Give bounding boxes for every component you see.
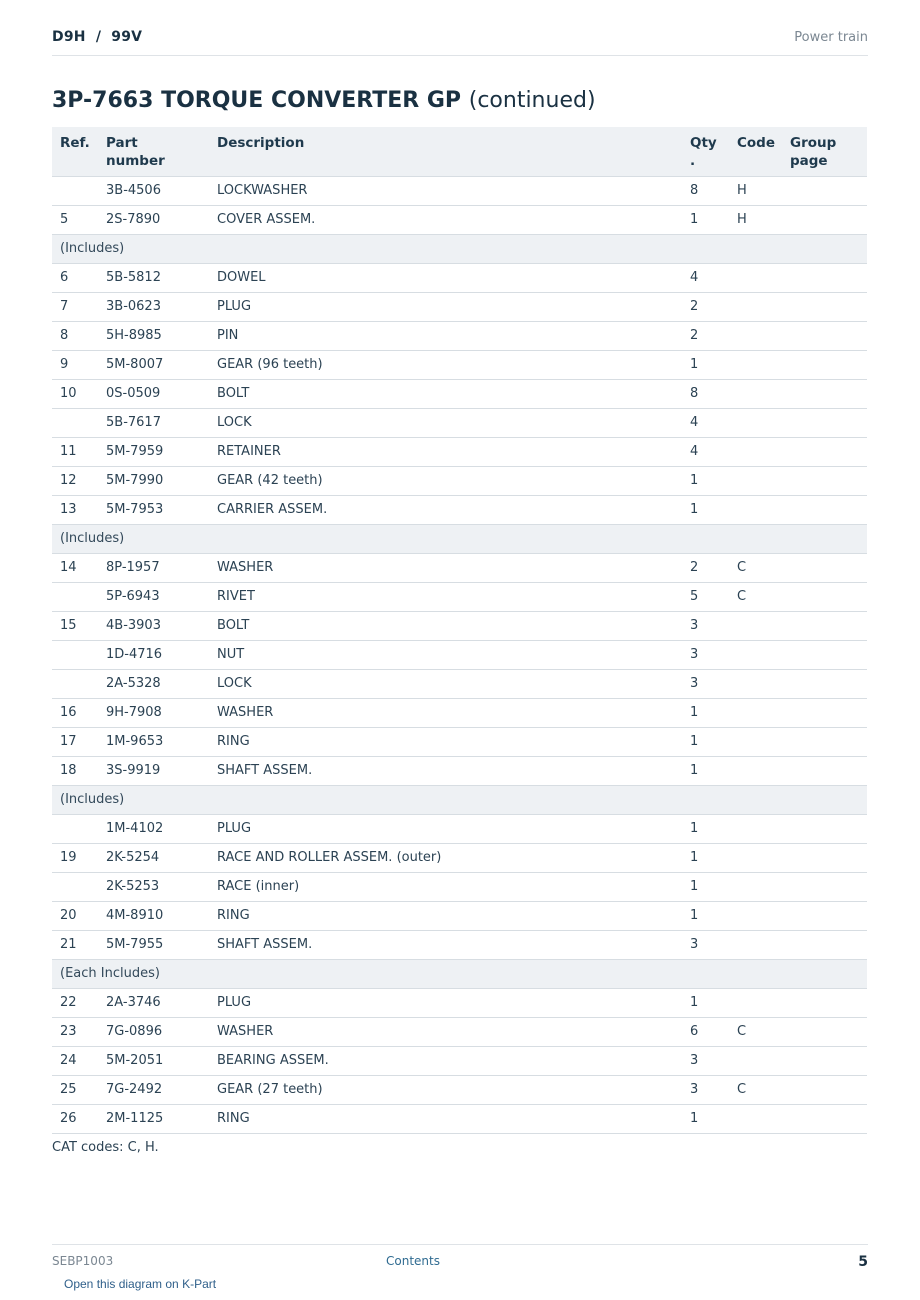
cell-ref: 11	[52, 437, 98, 466]
table-note-row	[52, 234, 867, 263]
cell-part-number: 2M-1125	[98, 1104, 209, 1133]
cell-part-number: 2K-5253	[98, 872, 209, 901]
cell-ref: 20	[52, 901, 98, 930]
cell-description: SHAFT ASSEM.	[209, 930, 682, 959]
cell-code	[729, 814, 782, 843]
cell-part-number: 3B-4506	[98, 176, 209, 205]
cell-group-page	[782, 379, 867, 408]
cell-ref: 13	[52, 495, 98, 524]
cell-ref: 6	[52, 263, 98, 292]
cell-ref: 22	[52, 988, 98, 1017]
cell-code	[729, 756, 782, 785]
cell-description: NUT	[209, 640, 682, 669]
cell-description: SHAFT ASSEM.	[209, 756, 682, 785]
table-row	[52, 698, 867, 727]
title-suffix: (continued)	[468, 88, 596, 113]
note-text: (Includes)	[52, 785, 867, 814]
cell-qty: 2	[682, 321, 729, 350]
table-row	[52, 727, 867, 756]
cell-code	[729, 350, 782, 379]
table-row	[52, 988, 867, 1017]
table-row	[52, 1017, 867, 1046]
cell-ref	[52, 582, 98, 611]
note-text: (Each Includes)	[52, 959, 867, 988]
cell-group-page	[782, 698, 867, 727]
table-row	[52, 466, 867, 495]
cell-description: COVER ASSEM.	[209, 205, 682, 234]
cell-group-page	[782, 1104, 867, 1133]
cell-description: WASHER	[209, 553, 682, 582]
cell-part-number: 1M-9653	[98, 727, 209, 756]
note-text: (Includes)	[52, 234, 867, 263]
cell-part-number: 9H-7908	[98, 698, 209, 727]
cell-qty: 1	[682, 727, 729, 756]
table-row	[52, 756, 867, 785]
cell-code	[729, 495, 782, 524]
cell-group-page	[782, 843, 867, 872]
cell-ref: 18	[52, 756, 98, 785]
cell-ref	[52, 872, 98, 901]
cell-group-page	[782, 1075, 867, 1104]
cell-group-page	[782, 495, 867, 524]
table-note-row	[52, 524, 867, 553]
cell-group-page	[782, 321, 867, 350]
cell-code	[729, 669, 782, 698]
cell-description: RING	[209, 901, 682, 930]
cell-qty: 1	[682, 495, 729, 524]
column-header-code: Code	[729, 127, 782, 176]
table-row	[52, 350, 867, 379]
cell-qty: 2	[682, 553, 729, 582]
cell-group-page	[782, 1046, 867, 1075]
cell-ref: 7	[52, 292, 98, 321]
cell-description: RACE (inner)	[209, 872, 682, 901]
cell-group-page	[782, 611, 867, 640]
column-header-ref: Ref.	[52, 127, 98, 176]
section-name: Power train	[794, 30, 868, 45]
cell-code	[729, 437, 782, 466]
cell-ref: 24	[52, 1046, 98, 1075]
cell-qty: 2	[682, 292, 729, 321]
cell-part-number: 4B-3903	[98, 611, 209, 640]
cell-qty: 1	[682, 350, 729, 379]
cell-qty: 8	[682, 176, 729, 205]
cell-group-page	[782, 553, 867, 582]
cell-ref: 25	[52, 1075, 98, 1104]
column-header-qty: Qty .	[682, 127, 729, 176]
cell-description: GEAR (27 teeth)	[209, 1075, 682, 1104]
cell-code	[729, 640, 782, 669]
cell-ref: 16	[52, 698, 98, 727]
table-row	[52, 321, 867, 350]
cell-group-page	[782, 640, 867, 669]
cell-code	[729, 988, 782, 1017]
cell-ref: 15	[52, 611, 98, 640]
cell-code	[729, 843, 782, 872]
cell-code: C	[729, 1017, 782, 1046]
cell-ref: 12	[52, 466, 98, 495]
cell-qty: 6	[682, 1017, 729, 1046]
cell-ref: 17	[52, 727, 98, 756]
table-row	[52, 176, 867, 205]
cell-part-number: 5M-7953	[98, 495, 209, 524]
parts-table-body	[52, 176, 867, 1133]
cell-code	[729, 698, 782, 727]
cell-part-number: 5M-2051	[98, 1046, 209, 1075]
table-row	[52, 901, 867, 930]
cell-group-page	[782, 408, 867, 437]
cell-part-number: 3B-0623	[98, 292, 209, 321]
cell-ref: 23	[52, 1017, 98, 1046]
cell-qty: 3	[682, 1075, 729, 1104]
cell-part-number: 0S-0509	[98, 379, 209, 408]
cell-description: RIVET	[209, 582, 682, 611]
cell-qty: 1	[682, 466, 729, 495]
table-row	[52, 814, 867, 843]
cell-qty: 1	[682, 872, 729, 901]
cell-description: LOCKWASHER	[209, 176, 682, 205]
cell-part-number: 8P-1957	[98, 553, 209, 582]
document-id: SEBP1003	[52, 1254, 114, 1268]
note-text: (Includes)	[52, 524, 867, 553]
table-row	[52, 843, 867, 872]
cell-description: DOWEL	[209, 263, 682, 292]
cell-ref: 8	[52, 321, 98, 350]
table-row	[52, 495, 867, 524]
table-row	[52, 582, 867, 611]
cell-group-page	[782, 930, 867, 959]
cell-code	[729, 263, 782, 292]
cell-description: BOLT	[209, 379, 682, 408]
kpart-link[interactable]: Open this diagram on K-Part	[64, 1277, 217, 1291]
page-title	[52, 88, 596, 113]
table-row	[52, 1104, 867, 1133]
page-footer	[52, 1244, 868, 1295]
cell-ref	[52, 669, 98, 698]
cell-code	[729, 872, 782, 901]
cell-code	[729, 901, 782, 930]
machine-model: D9H / 99V	[52, 29, 143, 45]
table-row	[52, 553, 867, 582]
cell-group-page	[782, 872, 867, 901]
cell-code: C	[729, 1075, 782, 1104]
cell-ref: 21	[52, 930, 98, 959]
cell-qty: 4	[682, 263, 729, 292]
column-header-part-number: Part number	[98, 127, 209, 176]
cell-qty: 3	[682, 930, 729, 959]
cell-part-number: 2S-7890	[98, 205, 209, 234]
column-header-description: Description	[209, 127, 682, 176]
table-row	[52, 669, 867, 698]
cell-ref: 19	[52, 843, 98, 872]
cell-ref	[52, 640, 98, 669]
table-row	[52, 205, 867, 234]
cell-group-page	[782, 205, 867, 234]
cell-part-number: 4M-8910	[98, 901, 209, 930]
cell-ref	[52, 814, 98, 843]
cell-ref: 9	[52, 350, 98, 379]
cell-description: BOLT	[209, 611, 682, 640]
cell-part-number: 5B-7617	[98, 408, 209, 437]
table-row	[52, 263, 867, 292]
table-row	[52, 1075, 867, 1104]
table-row	[52, 408, 867, 437]
parts-table	[52, 127, 867, 1134]
cell-code	[729, 611, 782, 640]
table-row	[52, 437, 867, 466]
cell-qty: 1	[682, 756, 729, 785]
title-main: 3P-7663 TORQUE CONVERTER GP	[52, 88, 462, 113]
cell-description: WASHER	[209, 1017, 682, 1046]
cell-part-number: 1M-4102	[98, 814, 209, 843]
cell-part-number: 2A-3746	[98, 988, 209, 1017]
cell-code: C	[729, 553, 782, 582]
cell-code	[729, 1104, 782, 1133]
cell-qty: 8	[682, 379, 729, 408]
cell-qty: 4	[682, 437, 729, 466]
cell-description: RING	[209, 1104, 682, 1133]
cell-code	[729, 379, 782, 408]
table-row	[52, 930, 867, 959]
cell-description: BEARING ASSEM.	[209, 1046, 682, 1075]
cell-group-page	[782, 756, 867, 785]
cell-group-page	[782, 263, 867, 292]
cell-qty: 1	[682, 814, 729, 843]
cell-qty: 1	[682, 901, 729, 930]
table-note-row	[52, 959, 867, 988]
table-header-row	[52, 127, 867, 176]
cell-code	[729, 321, 782, 350]
cell-ref: 10	[52, 379, 98, 408]
cell-group-page	[782, 437, 867, 466]
cell-code	[729, 1046, 782, 1075]
cell-part-number: 7G-0896	[98, 1017, 209, 1046]
cell-group-page	[782, 292, 867, 321]
cell-qty: 5	[682, 582, 729, 611]
cell-code: H	[729, 176, 782, 205]
cell-ref: 14	[52, 553, 98, 582]
cell-code: H	[729, 205, 782, 234]
page-header	[52, 0, 868, 56]
cell-code	[729, 727, 782, 756]
cell-qty: 1	[682, 205, 729, 234]
cell-description: LOCK	[209, 408, 682, 437]
cell-qty: 3	[682, 669, 729, 698]
cat-codes-footnote: CAT codes: C, H.	[52, 1140, 159, 1155]
contents-link[interactable]: Contents	[386, 1254, 440, 1268]
table-row	[52, 611, 867, 640]
cell-part-number: 5H-8985	[98, 321, 209, 350]
cell-description: CARRIER ASSEM.	[209, 495, 682, 524]
cell-part-number: 1D-4716	[98, 640, 209, 669]
cell-ref	[52, 408, 98, 437]
cell-code	[729, 466, 782, 495]
cell-code	[729, 408, 782, 437]
cell-group-page	[782, 350, 867, 379]
page-number: 5	[858, 1254, 868, 1270]
cell-group-page	[782, 901, 867, 930]
cell-group-page	[782, 176, 867, 205]
cell-description: PLUG	[209, 814, 682, 843]
cell-description: GEAR (96 teeth)	[209, 350, 682, 379]
cell-part-number: 5P-6943	[98, 582, 209, 611]
table-note-row	[52, 785, 867, 814]
table-row	[52, 379, 867, 408]
cell-group-page	[782, 988, 867, 1017]
cell-part-number: 5B-5812	[98, 263, 209, 292]
cell-group-page	[782, 814, 867, 843]
column-header-group-page: Group page	[782, 127, 867, 176]
cell-part-number: 5M-7990	[98, 466, 209, 495]
cell-description: RACE AND ROLLER ASSEM. (outer)	[209, 843, 682, 872]
cell-description: RETAINER	[209, 437, 682, 466]
cell-code: C	[729, 582, 782, 611]
cell-qty: 1	[682, 988, 729, 1017]
cell-qty: 1	[682, 698, 729, 727]
cell-description: LOCK	[209, 669, 682, 698]
table-row	[52, 292, 867, 321]
cell-part-number: 2A-5328	[98, 669, 209, 698]
cell-group-page	[782, 727, 867, 756]
cell-part-number: 2K-5254	[98, 843, 209, 872]
cell-group-page	[782, 1017, 867, 1046]
cell-description: RING	[209, 727, 682, 756]
cell-description: PIN	[209, 321, 682, 350]
cell-description: PLUG	[209, 292, 682, 321]
cell-part-number: 7G-2492	[98, 1075, 209, 1104]
cell-code	[729, 292, 782, 321]
table-row	[52, 1046, 867, 1075]
cell-part-number: 5M-7955	[98, 930, 209, 959]
cell-qty: 3	[682, 1046, 729, 1075]
cell-qty: 1	[682, 843, 729, 872]
cell-group-page	[782, 669, 867, 698]
cell-part-number: 5M-8007	[98, 350, 209, 379]
cell-qty: 3	[682, 611, 729, 640]
table-row	[52, 872, 867, 901]
cell-qty: 1	[682, 1104, 729, 1133]
table-row	[52, 640, 867, 669]
cell-part-number: 5M-7959	[98, 437, 209, 466]
cell-ref	[52, 176, 98, 205]
cell-description: GEAR (42 teeth)	[209, 466, 682, 495]
cell-description: WASHER	[209, 698, 682, 727]
cell-qty: 4	[682, 408, 729, 437]
cell-code	[729, 930, 782, 959]
cell-group-page	[782, 582, 867, 611]
cell-qty: 3	[682, 640, 729, 669]
cell-part-number: 3S-9919	[98, 756, 209, 785]
cell-description: PLUG	[209, 988, 682, 1017]
cell-group-page	[782, 466, 867, 495]
cell-ref: 26	[52, 1104, 98, 1133]
cell-ref: 5	[52, 205, 98, 234]
